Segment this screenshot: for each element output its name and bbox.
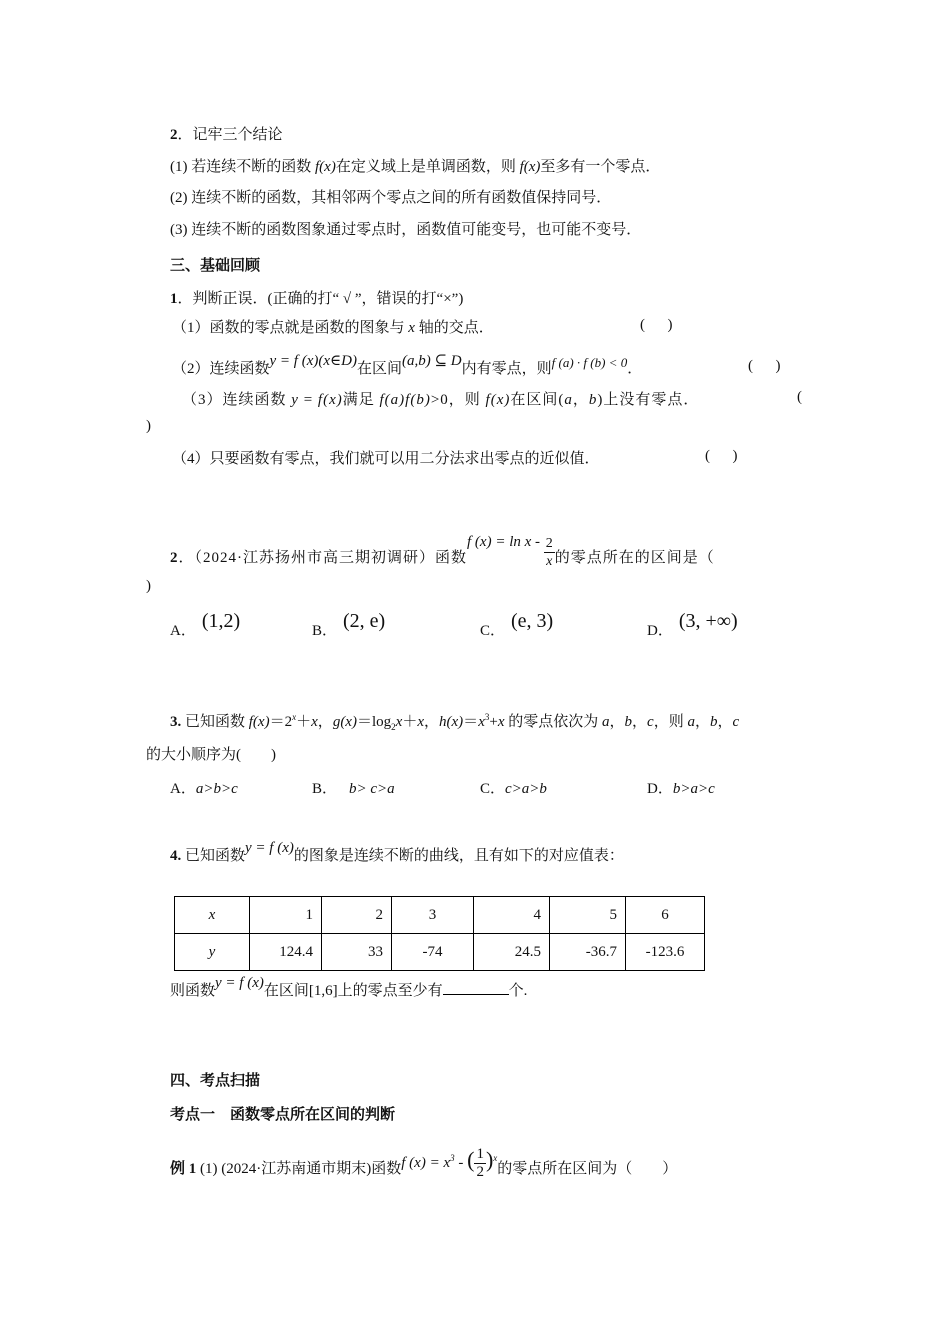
formula-y-fx-2: y = f (x) [215,975,264,991]
formula-interval-subset: (a,b) ⊆ D [401,353,462,369]
q3-option-a[interactable]: A．a>b>c [170,781,238,797]
fraction-2-over-x: $\frac{2}{x}$ [545,536,553,569]
formula-f-ln: f (x) = ln x - [467,533,544,550]
conclusion-2: (2) 连续不断的函数，其相邻两个零点之间的所有函数值保持同号． [170,190,612,206]
answer-paren-1-3-left[interactable]: ( [797,389,802,405]
q3-option-d[interactable]: D．b>a>c [647,781,715,797]
q3-option-b[interactable]: B． b> c>a [312,781,395,797]
basic-review-heading: 三、基础回顾 [170,258,261,274]
table-cell: y [175,934,250,971]
table-cell: x [175,897,250,934]
q2-option-a[interactable]: A． (1,2) [170,610,241,639]
question-3-stem: 3. 已知函数 $f(x)=2^x+x$，$g(x)=\log_2x+x$，$h(x)=x^3+x$ 的零点依次为 a，b，c，则 a，b，c [170,712,740,732]
topic-1-heading: 考点一 函数零点所在区间的判断 [170,1107,396,1123]
question-3-stem-line2: 的大小顺序为( ) [146,747,276,763]
table-cell: 2 [322,897,392,934]
question-1-item-1: （1）函数的零点就是函数的图象与 x 轴的交点． [172,320,494,336]
question-1-stem: 1．判断正误．(正确的打“ √ ”，错误的打“×”) [170,291,464,307]
answer-paren-1-4[interactable]: ( ) [705,448,738,464]
formula-x3-minus-half-x: f $(x) = x^3$ - ( $\frac{1}{2}$ )$^x$ [401,1146,498,1180]
example-1: 例 1 (1) (2024·江苏南通市期末)函数f $(x) = x^3$ - ( $\frac{1}{2}$ )$^x$的零点所在区间为（ ） [170,1146,678,1180]
answer-paren-1-1[interactable]: ( ) [640,317,673,333]
formula-y-fx: y = f (x) [245,840,294,856]
question-2-paren-right: ) [146,578,151,594]
question-1-item-2: （2）连续函数y = f (x)(x∈D)在区间(a,b) ⊆ D内有零点，则f (a) · f (b) < 0． [172,353,643,377]
table-cell: 24.5 [474,934,550,971]
q2-option-b[interactable]: B． (2, e) [312,610,386,639]
table-cell: 124.4 [250,934,322,971]
question-4-stem: 4. 已知函数y = f (x)的图象是连续不断的曲线，且有如下的对应值表： [170,840,624,864]
table-cell: -123.6 [626,934,705,971]
table-cell: 4 [474,897,550,934]
conclusions-heading: 2．记牢三个结论 [170,127,283,143]
table-cell: 6 [626,897,705,934]
table-cell: -74 [392,934,474,971]
question-1-item-4: （4）只要函数有零点，我们就可以用二分法求出零点的近似值． [172,451,600,467]
question-4-followup: 则函数y = f (x)在区间[1,6]上的零点至少有 个. [170,975,528,999]
table-cell: 5 [550,897,626,934]
conclusion-1: (1) 若连续不断的函数 f(x)在定义域上是单调函数，则 f(x)至多有一个零点． [170,159,661,175]
formula-y-fx-domain: y = f (x)(x∈D) [269,353,357,369]
answer-paren-1-3-right: ) [146,418,151,434]
fraction-1-over-2: $\frac{1}{2}$ [476,1146,484,1180]
formula-fa-fb-negative: f (a) · f (b) < 0 [551,355,628,370]
table-cell: -36.7 [550,934,626,971]
answer-paren-1-2[interactable]: ( ) [748,358,781,374]
q2-option-d[interactable]: D． (3, +∞) [647,610,738,639]
question-2-stem: 2．（2024·江苏扬州市高三期初调研）函数f (x) = ln x - $\frac{2}{x}$ 的零点所在的区间是（ [170,533,715,569]
scan-heading: 四、考点扫描 [170,1073,261,1089]
q2-option-c[interactable]: C． (e, 3) [480,610,554,639]
table-cell: 1 [250,897,322,934]
conclusion-3: (3) 连续不断的函数图象通过零点时，函数值可能变号，也可能不变号． [170,222,642,238]
table-cell: 33 [322,934,392,971]
table-row-x [175,897,705,934]
table-cell: 3 [392,897,474,934]
table-row-y [175,934,705,971]
value-table [174,896,705,971]
q3-option-c[interactable]: C．c>a>b [480,781,547,797]
question-1-item-3: （3）连续函数 y = f(x)满足 f(a)f(b)>0，则 f(x)在区间(a，b)上没有零点． [182,392,700,408]
answer-blank[interactable] [443,980,509,995]
